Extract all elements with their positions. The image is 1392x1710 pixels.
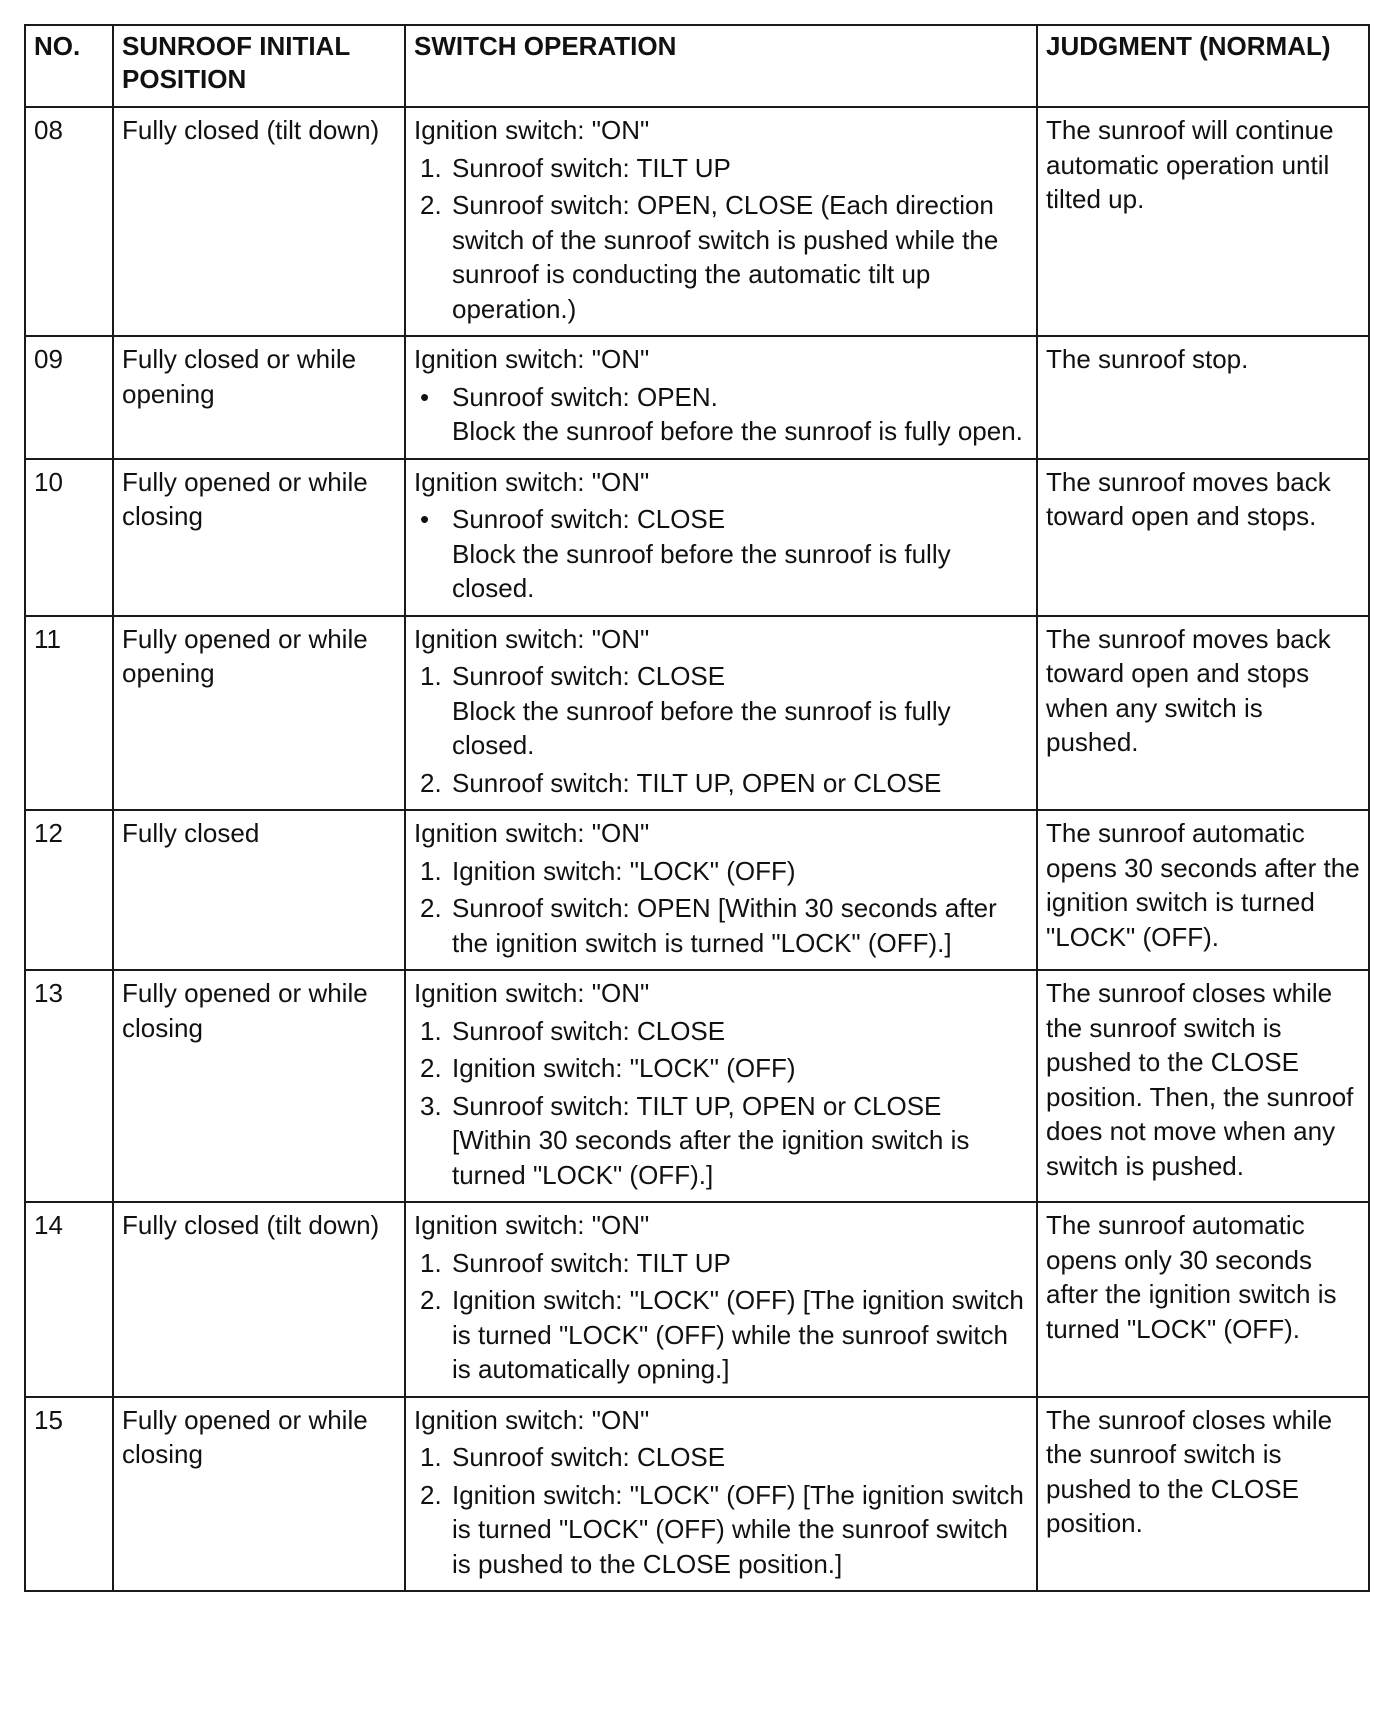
ignition-condition: Ignition switch: "ON" xyxy=(414,978,650,1008)
cell-switch-operation xyxy=(405,616,1037,811)
cell-initial-position: Fully opened or while closing xyxy=(113,459,405,616)
step-marker: 2. xyxy=(420,190,442,220)
cell-judgment: The sunroof moves back toward open and stops. xyxy=(1037,459,1369,616)
operation-step xyxy=(414,1051,1028,1086)
cell-judgment: The sunroof will continue automatic operation until tilted up. xyxy=(1037,107,1369,336)
step-text: Ignition switch: "LOCK" (OFF) xyxy=(452,855,796,886)
step-marker: 3. xyxy=(420,1090,442,1121)
cell-no: 12 xyxy=(25,810,113,970)
step-text: Sunroof switch: CLOSE xyxy=(452,661,726,691)
operation-step xyxy=(414,1478,1028,1582)
step-text: Sunroof switch: TILT UP xyxy=(452,1247,731,1278)
operation-steps xyxy=(414,1014,1028,1193)
cell-no: 09 xyxy=(25,336,113,459)
cell-judgment: The sunroof stop. xyxy=(1037,336,1369,459)
cell-initial-position: Fully opened or while closing xyxy=(113,970,405,1202)
ignition-condition: Ignition switch: "ON" xyxy=(414,1404,650,1435)
cell-initial-position: Fully opened or while closing xyxy=(113,1397,405,1592)
step-marker: 2. xyxy=(420,893,442,923)
operation-steps xyxy=(414,659,1028,800)
cell-initial-position: Fully opened or while opening xyxy=(113,616,405,811)
cell-no: 15 xyxy=(25,1397,113,1592)
table-row xyxy=(25,810,1369,970)
operation-step xyxy=(414,151,1028,186)
operation-step xyxy=(414,659,1028,763)
cell-no: 11 xyxy=(25,616,113,811)
step-marker: 1. xyxy=(420,1247,442,1278)
step-marker: • xyxy=(420,381,430,412)
operation-steps xyxy=(414,380,1028,449)
header-judgment: JUDGMENT (NORMAL) xyxy=(1037,25,1369,107)
operation-steps xyxy=(414,151,1028,327)
cell-no: 14 xyxy=(25,1202,113,1397)
step-text: Ignition switch: "LOCK" (OFF) [The ignition switch is turned "LOCK" (OFF) while the sunroof switch is automatically opning.] xyxy=(452,1285,1024,1384)
operation-step xyxy=(414,891,1028,960)
ignition-condition: Ignition switch: "ON" xyxy=(414,115,650,145)
cell-judgment: The sunroof closes while the sunroof switch is pushed to the CLOSE position. Then, the sunroof does not move when any switch is pushed. xyxy=(1037,970,1369,1202)
operation-step xyxy=(414,854,1028,889)
cell-judgment: The sunroof automatic opens only 30 seconds after the ignition switch is turned "LOCK" (OFF). xyxy=(1037,1202,1369,1397)
step-text: Sunroof switch: CLOSE xyxy=(452,1442,726,1472)
cell-switch-operation xyxy=(405,1202,1037,1397)
step-marker: 2. xyxy=(420,1285,442,1315)
cell-no: 10 xyxy=(25,459,113,616)
operation-steps xyxy=(414,854,1028,961)
step-marker: • xyxy=(420,504,430,534)
header-no: NO. xyxy=(25,25,113,107)
step-text: Sunroof switch: CLOSE xyxy=(452,1015,726,1046)
cell-judgment: The sunroof automatic opens 30 seconds after the ignition switch is turned "LOCK" (OFF). xyxy=(1037,810,1369,970)
step-marker: 1. xyxy=(420,152,442,183)
step-text: Sunroof switch: OPEN [Within 30 seconds after the ignition switch is turned "LOCK" (OFF).] xyxy=(452,893,997,958)
table-row xyxy=(25,970,1369,1202)
cell-switch-operation xyxy=(405,107,1037,336)
step-marker: 2. xyxy=(420,1479,442,1510)
ignition-condition: Ignition switch: "ON" xyxy=(414,466,650,497)
table-row xyxy=(25,336,1369,459)
ignition-condition: Ignition switch: "ON" xyxy=(414,818,650,848)
cell-initial-position: Fully closed (tilt down) xyxy=(113,107,405,336)
operation-steps xyxy=(414,1246,1028,1387)
step-text: Block the sunroof before the sunroof is fully closed. xyxy=(452,538,951,603)
operation-steps xyxy=(414,1440,1028,1581)
ignition-condition: Ignition switch: "ON" xyxy=(414,1210,650,1240)
cell-no: 08 xyxy=(25,107,113,336)
step-text: Sunroof switch: OPEN, CLOSE (Each direction switch of the sunroof switch is pushed while the sunroof is conducting the automatic tilt up operation.) xyxy=(452,190,999,324)
step-marker: 1. xyxy=(420,1015,442,1046)
step-text: Sunroof switch: TILT UP xyxy=(452,152,731,183)
step-text: Block the sunroof before the sunroof is fully closed. xyxy=(452,695,951,760)
table-row xyxy=(25,1397,1369,1592)
ignition-condition: Ignition switch: "ON" xyxy=(414,623,650,654)
operation-step xyxy=(414,380,1028,449)
operation-step xyxy=(414,1440,1028,1475)
cell-switch-operation xyxy=(405,1397,1037,1592)
step-text: Ignition switch: "LOCK" (OFF) [The ignition switch is turned "LOCK" (OFF) while the sunroof switch is pushed to the CLOSE position.] xyxy=(452,1479,1024,1579)
cell-judgment: The sunroof closes while the sunroof switch is pushed to the CLOSE position. xyxy=(1037,1397,1369,1592)
table-row xyxy=(25,459,1369,616)
cell-switch-operation xyxy=(405,810,1037,970)
operation-step xyxy=(414,1014,1028,1049)
ignition-condition: Ignition switch: "ON" xyxy=(414,344,650,374)
table-row xyxy=(25,616,1369,811)
cell-initial-position: Fully closed (tilt down) xyxy=(113,1202,405,1397)
step-text: Sunroof switch: TILT UP, OPEN or CLOSE xyxy=(452,767,942,798)
table-row xyxy=(25,107,1369,336)
step-marker: 1. xyxy=(420,661,442,691)
operation-step xyxy=(414,502,1028,606)
step-text: Sunroof switch: TILT UP, OPEN or CLOSE [Within 30 seconds after the ignition switch is turned "LOCK" (OFF).] xyxy=(452,1090,970,1190)
sunroof-judgment-table xyxy=(24,24,1370,1592)
operation-step xyxy=(414,766,1028,801)
table-header-row xyxy=(25,25,1369,107)
step-text: Block the sunroof before the sunroof is fully open. xyxy=(452,416,1023,446)
table-row xyxy=(25,1202,1369,1397)
cell-switch-operation xyxy=(405,336,1037,459)
step-text: Ignition switch: "LOCK" (OFF) xyxy=(452,1053,796,1083)
cell-switch-operation xyxy=(405,970,1037,1202)
header-switch-operation: SWITCH OPERATION xyxy=(405,25,1037,107)
header-initial-position: SUNROOF INITIAL POSITION xyxy=(113,25,405,107)
step-marker: 1. xyxy=(420,855,442,886)
cell-judgment: The sunroof moves back toward open and stops when any switch is pushed. xyxy=(1037,616,1369,811)
step-marker: 1. xyxy=(420,1442,442,1472)
operation-step xyxy=(414,1246,1028,1281)
operation-step xyxy=(414,1089,1028,1193)
step-marker: 2. xyxy=(420,767,442,798)
document-page xyxy=(24,24,1368,1592)
table-body xyxy=(25,107,1369,1591)
cell-initial-position: Fully closed or while opening xyxy=(113,336,405,459)
step-text: Sunroof switch: OPEN. xyxy=(452,381,718,412)
operation-steps xyxy=(414,502,1028,606)
operation-step xyxy=(414,1283,1028,1387)
step-marker: 2. xyxy=(420,1053,442,1083)
cell-switch-operation xyxy=(405,459,1037,616)
cell-no: 13 xyxy=(25,970,113,1202)
operation-step xyxy=(414,188,1028,326)
cell-initial-position: Fully closed xyxy=(113,810,405,970)
step-text: Sunroof switch: CLOSE xyxy=(452,504,726,534)
